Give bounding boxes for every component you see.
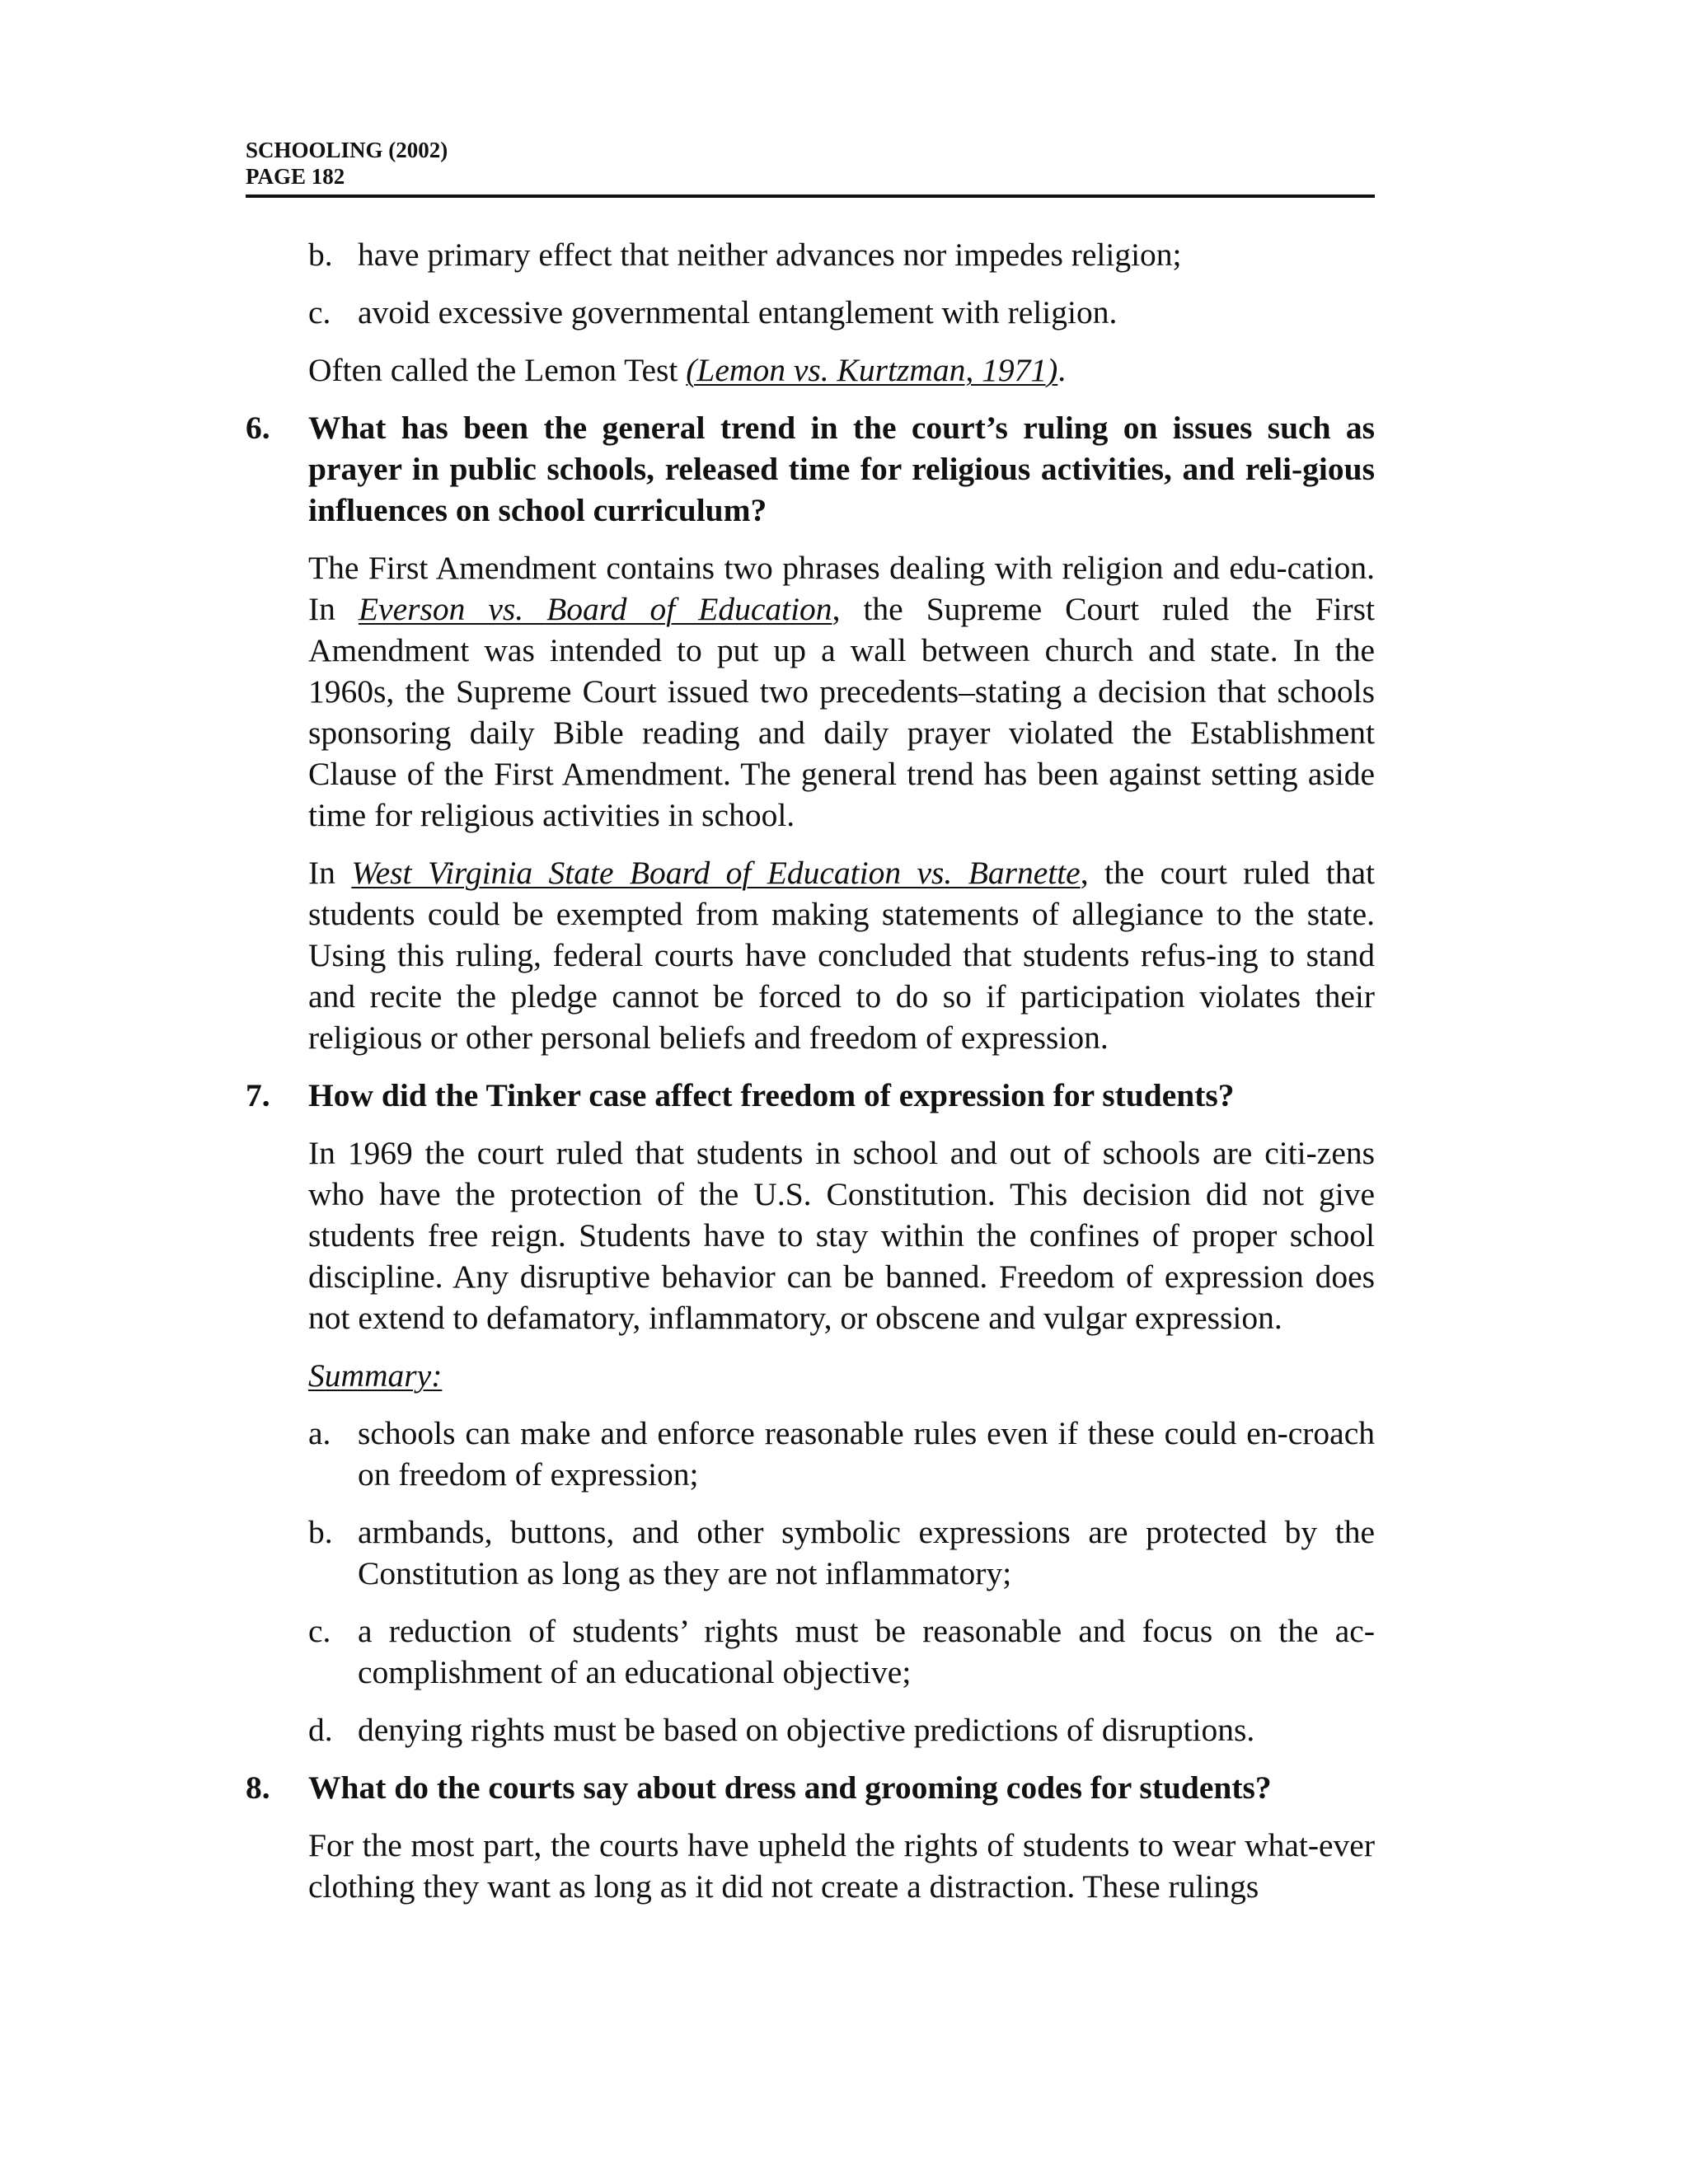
lemon-test-note [308,349,1375,391]
list-item-label: b. [308,1514,333,1550]
list-item-text: avoid excessive governmental entanglement with religion. [358,294,1118,330]
page-number: PAGE 182 [246,164,345,189]
list-item [308,234,1375,275]
paragraph-text: In [308,855,352,891]
summary-heading: Summary: [308,1357,443,1394]
answer-6 [308,547,1375,1058]
lemon-suffix: . [1057,352,1067,388]
paragraph-text: The First Amendment contains two phrases dealing with religion and edu-cation. In [308,550,1375,627]
list-item [308,292,1375,333]
answer-7 [308,1132,1375,1750]
list-item [308,1511,1375,1594]
list-item-label: d. [308,1712,333,1748]
paragraph-text: , the Supreme Court ruled the First Amendment was intended to put up a wall between church and state. In the 1960s, the Supreme Court issued two precedents–stating a decision that schools sponsoring daily Bible reading and daily prayer violated the Establishment Clause of the First Amendment. The general trend has been against setting aside time for religious activities in school. [308,591,1376,833]
question-number: 8. [246,1769,270,1806]
page-body [246,234,1375,1924]
page-header [246,137,1375,198]
lemon-criteria-list [308,234,1375,391]
question-text: What has been the general trend in the court’s ruling on issues such as prayer in public schools, released time for religious activities, and reli-gious influences on school curriculum? [308,410,1375,528]
list-item-text: schools can make and enforce reasonable rules even if these could en-croach on freedom of expression; [358,1415,1375,1493]
question-text: What do the courts say about dress and grooming codes for students? [308,1769,1272,1806]
list-item [308,1413,1375,1495]
list-item [308,1610,1375,1693]
question-number: 6. [246,410,270,446]
case-citation: West Virginia State Board of Education vs. Barnette [351,855,1081,891]
lemon-case-citation: (Lemon vs. Kurtzman, 1971) [686,352,1058,388]
list-item-text: a reduction of students’ rights must be reasonable and focus on the ac-complishment of an educational objective; [358,1613,1375,1690]
list-item-label: b. [308,237,333,273]
question-text: How did the Tinker case affect freedom of expression for students? [308,1077,1235,1113]
list-item-text: armbands, buttons, and other symbolic expressions are protected by the Constitution as long as they are not inflammatory; [358,1514,1375,1591]
lemon-prefix: Often called the Lemon Test [308,352,687,388]
question-6 [246,407,1375,531]
answer-paragraph: For the most part, the courts have upheld the rights of students to wear what-ever clothing they want as long as it did not create a distraction. These rulings [308,1827,1375,1905]
answer-8 [308,1825,1375,1907]
paragraph-text: , the court ruled that students could be exempted from making statements of allegiance to the state. Using this ruling, federal courts have concluded that students refus-ing to stand and recite the pledge cannot be forced to do so if participation violates their religious or other personal beliefs and freedom of expression. [308,855,1375,1056]
list-item-text: have primary effect that neither advances nor impedes religion; [358,237,1182,273]
question-number: 7. [246,1077,270,1113]
list-item-text: denying rights must be based on objective predictions of disruptions. [358,1712,1255,1748]
question-8 [246,1767,1375,1808]
case-citation: Everson vs. Board of Education [358,591,832,627]
answer-paragraph [308,852,1375,1058]
list-item [308,1709,1375,1750]
question-7 [246,1075,1375,1116]
answer-paragraph [308,547,1375,836]
list-item-label: c. [308,294,331,330]
list-item-label: a. [308,1415,331,1451]
running-title: SCHOOLING (2002) [246,138,448,162]
answer-paragraph: In 1969 the court ruled that students in school and out of schools are citi-zens who have the protection of the U.S. Constitution. This decision did not give students free reign. Students have to stay within the confines of proper school discipline. Any disruptive behavior can be banned. Freedom of expression does not extend to defamatory, inflammatory, or obscene and vulgar expression. [308,1135,1375,1336]
list-item-label: c. [308,1613,331,1649]
